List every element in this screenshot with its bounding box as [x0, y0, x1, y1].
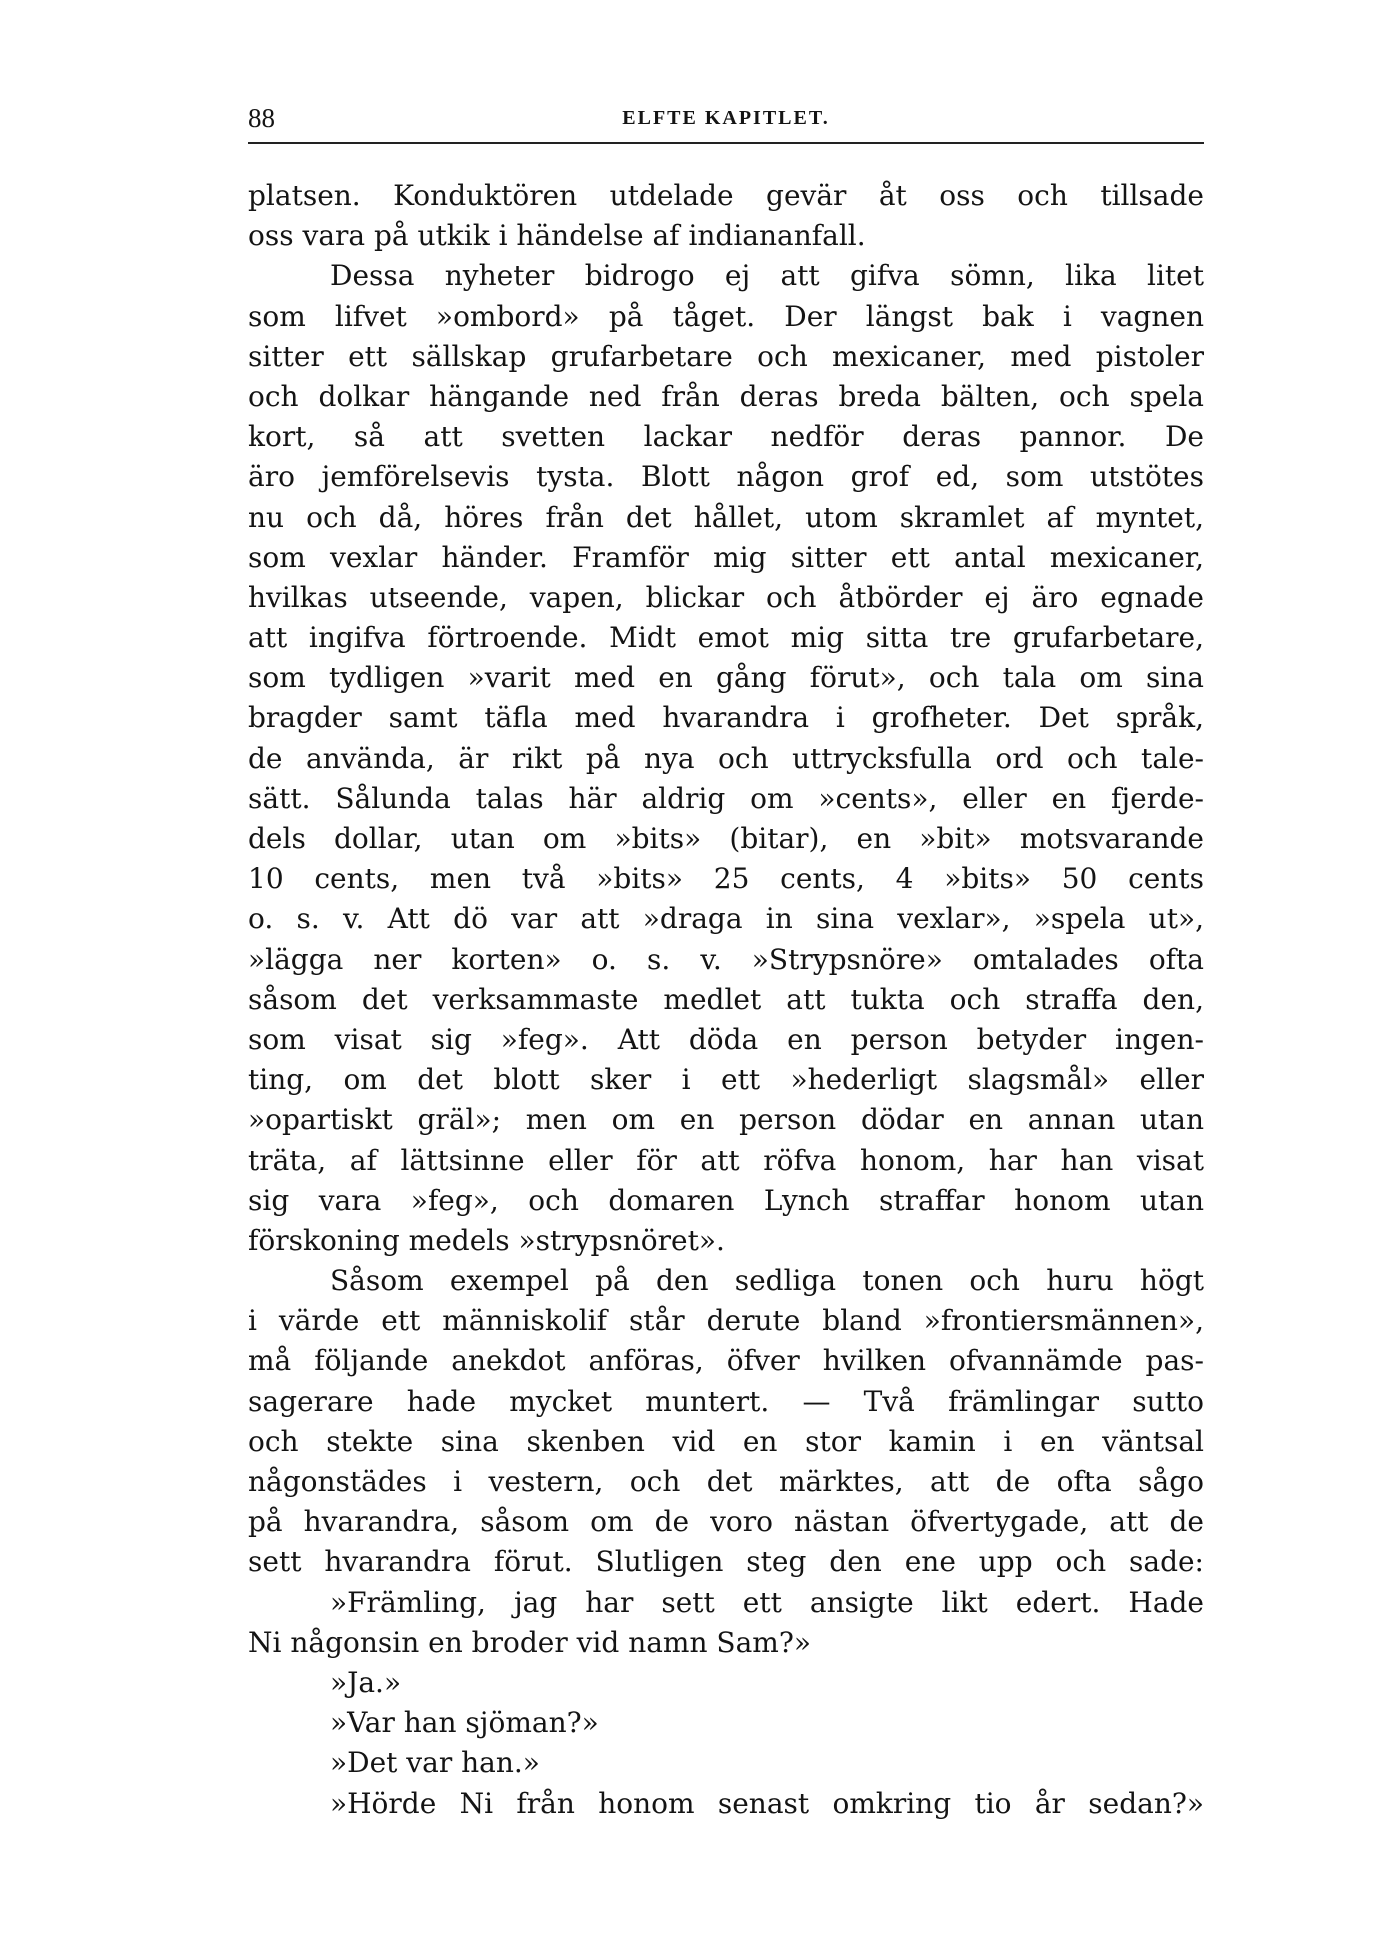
text-line: äro jemförelsevis tysta. Blott någon grof ed, som utstötes — [248, 460, 1204, 494]
running-head: ELFTE KAPITLET. — [622, 107, 830, 129]
text-line: »Hörde Ni från honom senast omkring tio år sedan?» — [330, 1786, 1204, 1820]
text-line: Dessa nyheter bidrogo ej att gifva sömn, lika litet — [330, 259, 1204, 293]
text-line: Ni någonsin en broder vid namn Sam?» — [248, 1625, 811, 1659]
body-text — [248, 176, 1204, 1824]
text-line: i värde ett människolif står derute bland »frontiersmännen», — [248, 1304, 1204, 1338]
text-line: att ingifva förtroende. Midt emot mig sitta tre grufarbetare, — [248, 621, 1204, 655]
page-number: 88 — [248, 103, 275, 133]
text-line: och dolkar hängande ned från deras breda bälten, och spela — [248, 379, 1204, 413]
text-line: sett hvarandra förut. Slutligen steg den ene upp och sade: — [248, 1545, 1204, 1579]
text-line: sitter ett sällskap grufarbetare och mexicaner, med pistoler — [248, 339, 1204, 373]
text-line: må följande anekdot anföras, öfver hvilken ofvannämde pas- — [248, 1344, 1204, 1378]
text-line: »Främling, jag har sett ett ansigte likt edert. Hade — [330, 1585, 1204, 1619]
text-line: »opartiskt gräl»; men om en person dödar en annan utan — [248, 1103, 1204, 1137]
text-line: o. s. v. Att dö var att »draga in sina vexlar», »spela ut», — [248, 902, 1204, 936]
text-line: Såsom exempel på den sedliga tonen och huru högt — [330, 1264, 1204, 1298]
text-line: platsen. Konduktören utdelade gevär åt oss och tillsade — [248, 179, 1204, 212]
text-line: bragder samt täfla med hvarandra i grofheter. Det språk, — [248, 701, 1204, 735]
text-line: sagerare hade mycket muntert. — Två främlingar sutto — [248, 1384, 1204, 1418]
text-line: som vexlar händer. Framför mig sitter ett antal mexicaner, — [248, 540, 1204, 574]
text-line: sig vara »feg», och domaren Lynch straffar honom utan — [248, 1183, 1204, 1217]
text-line: på hvarandra, såsom om de voro nästan öfvertygade, att de — [248, 1505, 1204, 1539]
header-rule — [248, 142, 1204, 144]
text-line: som visat sig »feg». Att döda en person betyder ingen- — [248, 1022, 1204, 1056]
text-line: någonstädes i vestern, och det märktes, att de ofta sågo — [248, 1465, 1204, 1498]
text-line: förskoning medels »strypsnöret». — [248, 1223, 725, 1257]
text-line: kort, så att svetten lackar nedför deras pannor. De — [248, 420, 1204, 454]
text-line: sätt. Sålunda talas här aldrig om »cents», eller en fjerde- — [248, 781, 1204, 815]
page-header — [248, 101, 1204, 137]
text-line: »Var han sjöman?» — [330, 1706, 599, 1740]
text-line: »Ja.» — [330, 1665, 402, 1699]
text-line: »lägga ner korten» o. s. v. »Strypsnöre» omtalades ofta — [248, 942, 1204, 976]
text-line: träta, af lättsinne eller för att röfva honom, har han visat — [248, 1143, 1204, 1177]
text-line: hvilkas utseende, vapen, blickar och åtbörder ej äro egnade — [248, 580, 1204, 614]
text-line: som lifvet »ombord» på tåget. Der längst bak i vagnen — [248, 299, 1204, 333]
text-line: och stekte sina skenben vid en stor kamin i en väntsal — [248, 1424, 1204, 1458]
text-line: som tydligen »varit med en gång förut», och tala om sina — [248, 661, 1204, 695]
text-line: de använda, är rikt på nya och uttrycksfulla ord och tale- — [248, 741, 1204, 775]
text-line: 10 cents, men två »bits» 25 cents, 4 »bits» 50 cents — [248, 862, 1204, 896]
text-line: nu och då, höres från det hållet, utom skramlet af myntet, — [248, 500, 1204, 534]
text-line: »Det var han.» — [330, 1746, 540, 1780]
text-line: oss vara på utkik i händelse af indiananfall. — [248, 219, 866, 253]
text-line: såsom det verksammaste medlet att tukta och straffa den, — [248, 982, 1204, 1016]
text-line: ting, om det blott sker i ett »hederligt slagsmål» eller — [248, 1063, 1204, 1097]
text-line: dels dollar, utan om »bits» (bitar), en »bit» motsvarande — [248, 822, 1204, 855]
